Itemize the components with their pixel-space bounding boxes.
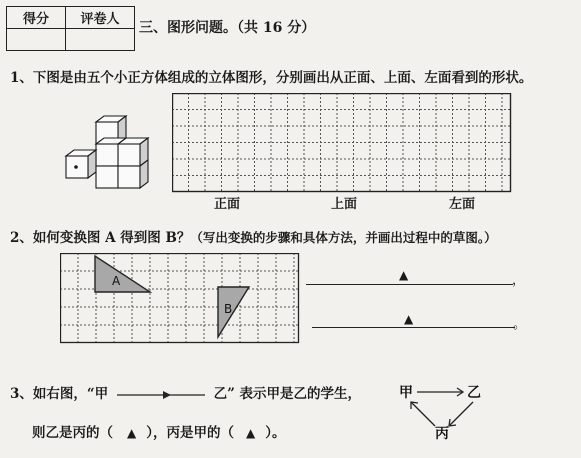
q1-drawing-grid[interactable] <box>172 93 512 193</box>
q3-blank-2[interactable]: ▲ <box>245 426 256 440</box>
label-left: 左面 <box>449 197 476 212</box>
q3-blank-1[interactable]: ▲ <box>127 426 137 440</box>
q3-suffix: 乙” 表示甲是乙的学生， <box>213 386 362 402</box>
dot-mark <box>74 165 78 169</box>
q2-grid <box>60 253 300 344</box>
q2-period: 。 <box>513 317 527 332</box>
question-2-note: （写出变换的步骤和具体方法，并画出过程中的草图。） <box>190 230 497 245</box>
grader-header: 评卷人 <box>66 7 135 29</box>
question-2-text <box>10 226 497 246</box>
score-table <box>6 6 135 51</box>
grader-cell[interactable] <box>66 29 135 51</box>
q2-blank-mark-1: ▲ <box>399 268 409 282</box>
q2-answer-line-2[interactable] <box>312 327 515 328</box>
shape-b <box>218 287 249 337</box>
q3-text-c: ）。 <box>265 425 286 441</box>
q2-blank-mark-2: ▲ <box>404 312 414 326</box>
q3-relationship-diagram <box>395 378 495 444</box>
node-bing: 丙 <box>435 426 449 442</box>
q2-answer-line-1[interactable] <box>306 284 513 285</box>
q3-prefix: 3、如右图，“甲 <box>10 386 109 402</box>
arrow-bing-jia <box>411 402 435 426</box>
shape-b-label: B <box>224 302 233 316</box>
question-2-main: 2、如何变换图 A 得到图 B？ <box>10 230 191 246</box>
section-title: 三、图形问题。（共 16 分） <box>139 20 316 36</box>
score-cell[interactable] <box>7 29 66 51</box>
question-1-text: 1、下图是由五个小正方体组成的立体图形，分别画出从正面、上面、左面看到的形状。 <box>10 70 533 86</box>
shape-a-label: A <box>112 274 121 288</box>
question-3-line-1 <box>10 382 361 402</box>
q2-comma: ， <box>512 273 526 288</box>
score-header: 得分 <box>7 7 66 29</box>
q3-inline-arrow-icon <box>113 389 209 401</box>
node-yi: 乙 <box>467 385 481 401</box>
shape-a <box>95 256 150 292</box>
cube-figure <box>52 112 162 194</box>
question-3-line-2 <box>32 421 285 441</box>
label-front: 正面 <box>214 197 241 212</box>
node-jia: 甲 <box>399 385 413 401</box>
q3-text-a: 则乙是丙的（ <box>32 425 113 441</box>
arrow-yi-bing <box>449 402 473 426</box>
q3-text-b: ），丙是甲的（ <box>146 425 234 441</box>
label-top: 上面 <box>331 197 358 212</box>
